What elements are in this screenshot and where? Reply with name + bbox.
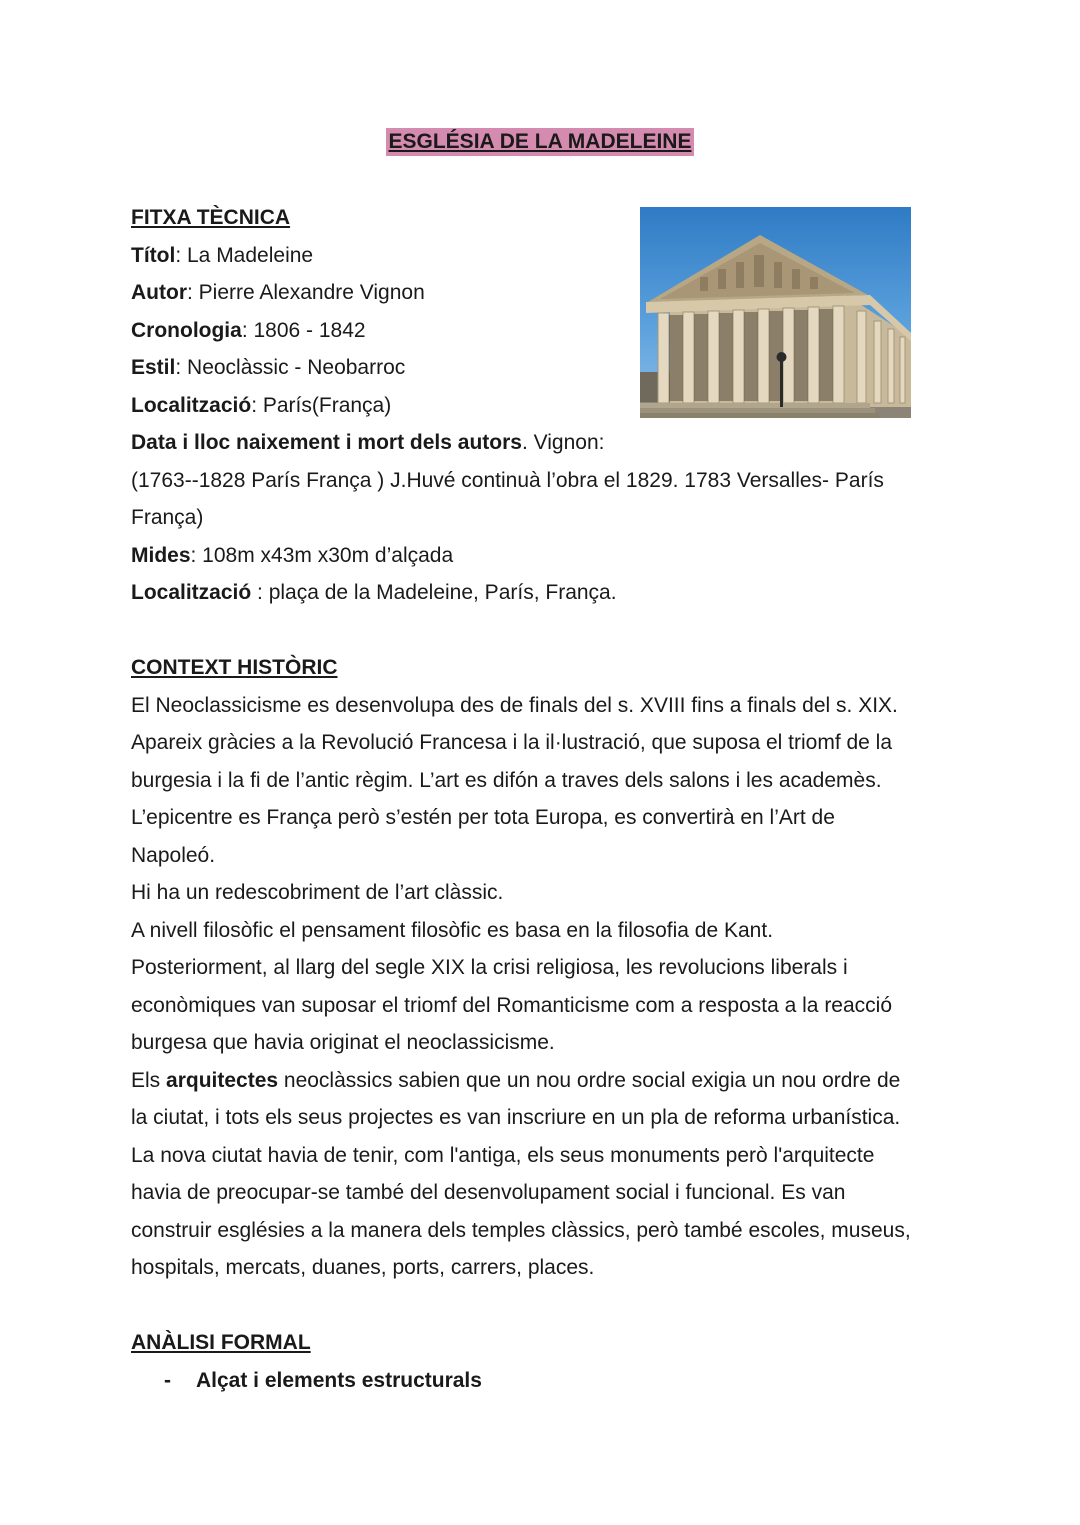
localitzacio-value: : París(França)	[251, 393, 392, 417]
context-historic-section	[131, 649, 911, 1287]
autor-value: : Pierre Alexandre Vignon	[187, 281, 425, 304]
arq-post: neoclàssics sabien que un nou ordre social exigia un nou ordre de	[278, 1068, 901, 1092]
context-line: La nova ciutat havia de tenir, com l'antiga, els seus monuments però l'arquitecte	[131, 1143, 875, 1167]
bullet-text: Alçat i elements estructurals	[196, 1368, 482, 1392]
cronologia-label: Cronologia	[131, 318, 242, 342]
titol-value: : La Madeleine	[175, 243, 314, 267]
context-line: econòmiques van suposar el triomf del Romanticisme com a resposta a la reacció	[131, 993, 893, 1017]
context-line: burgesia i la fi de l’antic règim. L’art es difón a traves dels salons i les academès.	[131, 768, 882, 792]
data-value-2: (1763--1828 París França ) J.Huvé continuà l’obra el 1829. 1783 Versalles- París	[131, 468, 884, 492]
analisi-bullet-item	[131, 1362, 482, 1400]
autor-label: Autor	[131, 281, 187, 304]
context-line: L’epicentre es França però s’estén per tota Europa, es convertirà en l’Art de	[131, 806, 835, 829]
data-value-1: . Vignon:	[521, 431, 605, 454]
titol-label: Títol	[131, 243, 176, 267]
context-line: Apareix gràcies a la Revolució Francesa i la il·lustració, que suposa el triomf de la	[131, 731, 893, 754]
analisi-formal-section	[131, 1324, 482, 1399]
page-title: ESGLÉSIA DE LA MADELEINE	[386, 128, 695, 156]
estil-value: : Neoclàssic - Neobarroc	[175, 356, 406, 379]
context-line: Posteriorment, al llarg del segle XIX la crisi religiosa, les revolucions liberals i	[131, 956, 848, 979]
context-line: A nivell filosòfic el pensament filosòfic es basa en la filosofia de Kant.	[131, 918, 774, 942]
context-line: burgesa que havia originat el neoclassicisme.	[131, 1031, 555, 1054]
context-heading: CONTEXT HISTÒRIC	[131, 656, 338, 679]
context-line: hospitals, mercats, duanes, ports, carrers, places.	[131, 1256, 595, 1279]
arq-pre: Els	[131, 1068, 167, 1092]
context-line: construir esglésies a la manera dels temples clàssics, però també escoles, museus,	[131, 1218, 911, 1242]
mides-label: Mides	[131, 543, 191, 567]
context-line: havia de preocupar-se també del desenvolupament social i funcional. Es van	[131, 1181, 846, 1204]
fitxa-tecnica-section	[131, 199, 884, 612]
analisi-heading: ANÀLISI FORMAL	[131, 1331, 311, 1354]
context-line: la ciutat, i tots els seus projectes es van inscriure en un pla de reforma urbanística.	[131, 1106, 901, 1129]
bullet-marker: -	[164, 1368, 171, 1392]
context-line: El Neoclassicisme es desenvolupa des de finals del s. XVIII fins a finals del s. XIX.	[131, 693, 898, 717]
localitzacio-label: Localització	[131, 393, 252, 417]
cronologia-value: : 1806 - 1842	[241, 318, 366, 342]
fitxa-heading: FITXA TÈCNICA	[131, 206, 291, 229]
mides-value: : 108m x43m x30m d’alçada	[190, 543, 454, 567]
localitzacio2-label: Localització	[131, 581, 252, 604]
context-line: Hi ha un redescobriment de l’art clàssic.	[131, 881, 504, 904]
data-label: Data i lloc naixement i mort dels autors	[131, 431, 522, 454]
data-value-3: França)	[131, 506, 204, 529]
estil-label: Estil	[131, 356, 176, 379]
localitzacio2-value: : plaça de la Madeleine, París, França.	[251, 581, 617, 604]
context-line: Napoleó.	[131, 843, 216, 867]
arq-bold: arquitectes	[166, 1068, 279, 1092]
